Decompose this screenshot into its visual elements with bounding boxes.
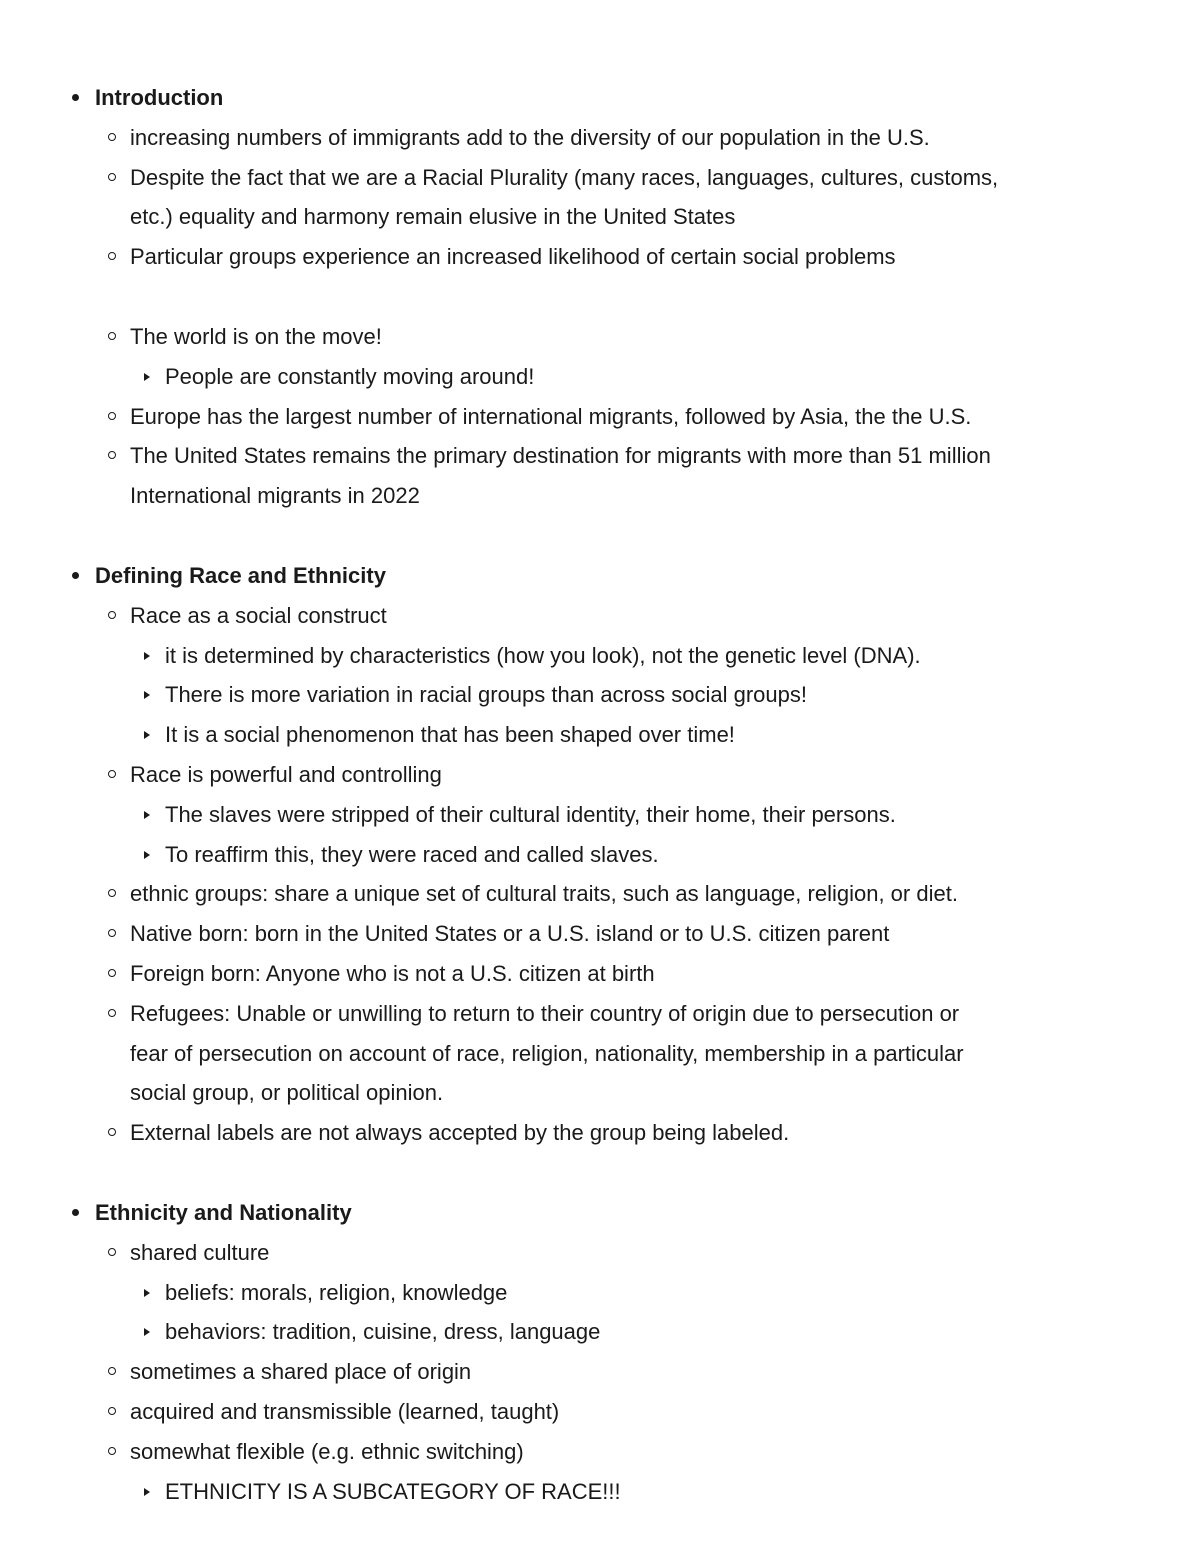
list-item: Race as a social construct	[0, 596, 1200, 636]
triangle-bullet-icon	[144, 1289, 150, 1297]
triangle-bullet-icon	[144, 1488, 150, 1496]
list-item: Europe has the largest number of international migrants, followed by Asia, the the U.S.	[0, 397, 1200, 437]
list-item: shared culture	[0, 1233, 1200, 1273]
hollow-bullet-icon	[108, 1407, 116, 1415]
triangle-bullet-icon	[144, 691, 150, 699]
hollow-bullet-icon	[108, 889, 116, 897]
triangle-bullet-icon	[144, 1328, 150, 1336]
list-item: The world is on the move!	[0, 317, 1200, 357]
triangle-bullet-icon	[144, 811, 150, 819]
triangle-bullet-icon	[144, 851, 150, 859]
triangle-bullet-icon	[144, 373, 150, 381]
hollow-bullet-icon	[108, 1128, 116, 1136]
triangle-bullet-icon	[144, 652, 150, 660]
list-item: The United States remains the primary destination for migrants with more than 51 million	[0, 436, 1200, 476]
list-item-continuation: International migrants in 2022	[130, 483, 420, 509]
sub-list-item: ETHNICITY IS A SUBCATEGORY OF RACE!!!	[0, 1472, 1200, 1512]
document-page	[0, 78, 1200, 1511]
list-item: Despite the fact that we are a Racial Plurality (many races, languages, cultures, customs,	[0, 158, 1200, 198]
hollow-bullet-icon	[108, 1009, 116, 1017]
sub-list-item: it is determined by characteristics (how you look), not the genetic level (DNA).	[0, 636, 1200, 676]
hollow-bullet-icon	[108, 332, 116, 340]
hollow-bullet-icon	[108, 252, 116, 260]
list-item: External labels are not always accepted by the group being labeled.	[0, 1113, 1200, 1153]
list-item: increasing numbers of immigrants add to the diversity of our population in the U.S.	[0, 118, 1200, 158]
sub-list-item: It is a social phenomenon that has been shaped over time!	[0, 715, 1200, 755]
list-item: Native born: born in the United States or a U.S. island or to U.S. citizen parent	[0, 914, 1200, 954]
hollow-bullet-icon	[108, 1248, 116, 1256]
sub-list-item: People are constantly moving around!	[0, 357, 1200, 397]
sub-list-item: behaviors: tradition, cuisine, dress, language	[0, 1312, 1200, 1352]
filled-bullet-icon	[72, 572, 79, 579]
hollow-bullet-icon	[108, 611, 116, 619]
list-item: ethnic groups: share a unique set of cultural traits, such as language, religion, or diet.	[0, 874, 1200, 914]
list-item-continuation: social group, or political opinion.	[130, 1080, 444, 1106]
filled-bullet-icon	[72, 1209, 79, 1216]
sub-list-item: To reaffirm this, they were raced and called slaves.	[0, 835, 1200, 875]
list-item-continuation: etc.) equality and harmony remain elusive in the United States	[130, 204, 736, 230]
sub-list-item: beliefs: morals, religion, knowledge	[0, 1273, 1200, 1313]
list-item: Foreign born: Anyone who is not a U.S. citizen at birth	[0, 954, 1200, 994]
list-item: Race is powerful and controlling	[0, 755, 1200, 795]
hollow-bullet-icon	[108, 1367, 116, 1375]
hollow-bullet-icon	[108, 1447, 116, 1455]
list-item: acquired and transmissible (learned, taught)	[0, 1392, 1200, 1432]
hollow-bullet-icon	[108, 969, 116, 977]
hollow-bullet-icon	[108, 412, 116, 420]
section-heading: Defining Race and Ethnicity	[0, 556, 1200, 596]
sub-list-item: There is more variation in racial groups than across social groups!	[0, 675, 1200, 715]
hollow-bullet-icon	[108, 133, 116, 141]
filled-bullet-icon	[72, 94, 79, 101]
section-heading: Ethnicity and Nationality	[0, 1193, 1200, 1233]
hollow-bullet-icon	[108, 929, 116, 937]
list-item: somewhat flexible (e.g. ethnic switching)	[0, 1432, 1200, 1472]
list-item: Refugees: Unable or unwilling to return to their country of origin due to persecution or	[0, 994, 1200, 1034]
list-item: sometimes a shared place of origin	[0, 1352, 1200, 1392]
hollow-bullet-icon	[108, 770, 116, 778]
section-heading: Introduction	[0, 78, 1200, 118]
list-item-continuation: fear of persecution on account of race, religion, nationality, membership in a particular	[130, 1040, 964, 1066]
triangle-bullet-icon	[144, 731, 150, 739]
hollow-bullet-icon	[108, 451, 116, 459]
sub-list-item: The slaves were stripped of their cultural identity, their home, their persons.	[0, 795, 1200, 835]
hollow-bullet-icon	[108, 173, 116, 181]
list-item: Particular groups experience an increased likelihood of certain social problems	[0, 237, 1200, 277]
